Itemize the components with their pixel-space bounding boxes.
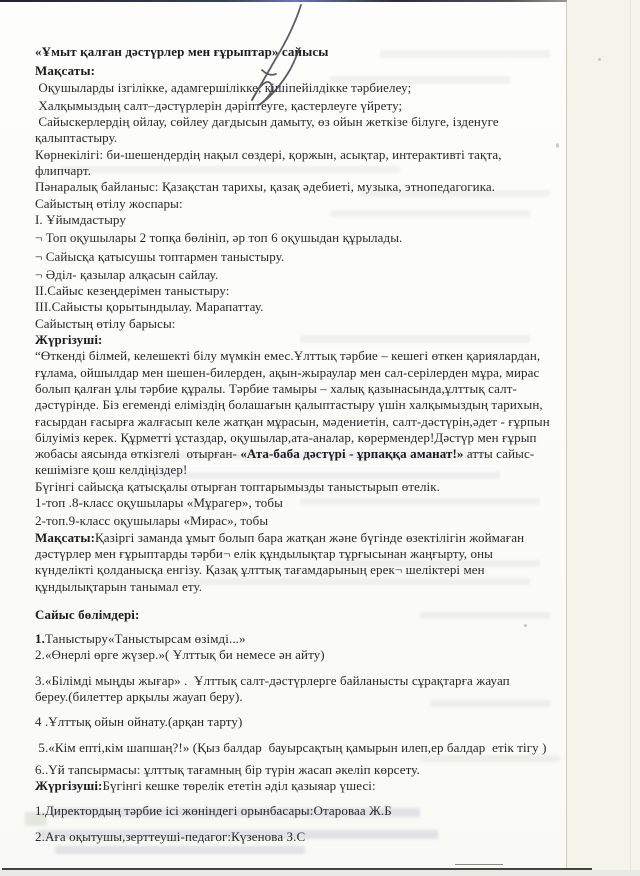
- text-line: [35, 762, 566, 778]
- scan-edge-top: [0, 0, 567, 2]
- text-line: [35, 267, 566, 283]
- scan-right-margin: [566, 0, 640, 876]
- text-segment: 1.Директордың тәрбие ісі жөніндегі орынбасары:Отароваа Ж.Б: [35, 803, 392, 819]
- text-line: [35, 803, 566, 819]
- text-line: [35, 381, 566, 397]
- text-line: [35, 316, 566, 332]
- text-line: [35, 299, 566, 315]
- text-segment: Сайыстың өтілу жоспары:: [35, 195, 183, 211]
- document-text: [0, 44, 566, 845]
- text-segment-bold: Жүргізуші:: [35, 778, 103, 794]
- text-line: [35, 397, 566, 413]
- text-segment-bold: Жүргізуші:: [35, 332, 103, 348]
- text-line: [35, 579, 566, 595]
- text-segment-bold: Мақсаты:: [35, 63, 96, 79]
- text-segment: Таныстыру«Таныстырсам өзімді...»: [44, 631, 246, 647]
- text-segment-bold: 1.: [35, 631, 45, 647]
- text-segment: флипчарт.: [35, 163, 91, 179]
- text-line: [35, 689, 566, 705]
- text-line: [35, 714, 566, 730]
- text-segment: Бүгінгі сайысқа қатысқалы отырған топтарымызды таныстырып өтелік.: [35, 478, 441, 494]
- text-line: [35, 230, 566, 246]
- text-segment: Оқушыларды ізгілікке, адамгершілікке, кішіпейілдікке тәрбиелеу;: [35, 79, 412, 95]
- text-line: [35, 829, 566, 845]
- text-line: [35, 196, 566, 212]
- text-line: [35, 179, 566, 195]
- text-line: [35, 607, 566, 623]
- text-line: [35, 414, 566, 430]
- text-line: [35, 430, 566, 446]
- text-segment: болып қалған ұлы тәрбие құралы. Тәрбие тамыры – халық қазынасында,ұлттық салт-: [35, 380, 517, 396]
- text-line: [35, 740, 566, 756]
- text-segment: береу.(билеттер арқылы жауап беру).: [35, 688, 243, 704]
- text-line: [35, 546, 566, 562]
- text-segment: 4 .Ұлттық ойын ойнату.(арқан тарту): [35, 714, 243, 730]
- text-segment: Пәнаралық байланыс: Қазақстан тарихы, қазақ әдебиеті, музыка, этнопедагогика.: [35, 179, 496, 195]
- text-segment-bold: Сайыс бөлімдері:: [35, 606, 140, 622]
- text-segment: білуіміз керек. Құрметті ұстаздар, оқушылар,ата-аналар, көрермендер!Дәстүр мен ғұрып: [35, 429, 537, 445]
- text-line: [35, 130, 566, 146]
- text-line: [35, 80, 566, 96]
- text-line: [35, 495, 566, 511]
- text-line: [35, 513, 566, 529]
- text-segment: дәстүрінде. Біз егеменді еліміздің болашағын қалыптастыру үшін халқымыздың тарихын,: [35, 397, 543, 413]
- text-segment: 6..Үй тапсырмасы: ұлттық тағамның бір түрін жасап әкеліп көрсету.: [35, 761, 420, 777]
- text-line: [35, 44, 566, 60]
- text-line: [35, 673, 566, 689]
- text-segment: ғұлама, ойшылдар мен шешен-билерден, ақын-жыраулар мен сал-серілерден мұра, мирас: [35, 364, 540, 380]
- text-segment: 2-топ.9-класс оқушылары «Мирас», тобы: [35, 513, 269, 529]
- text-line: [35, 63, 566, 79]
- text-line: [35, 446, 566, 462]
- text-segment: Халқымыздың салт–дәстүрлерін дәріптеуге, қастерлеуге үйрету;: [35, 97, 403, 113]
- text-segment: кешімізге қош келдіңіздер!: [35, 462, 188, 478]
- text-segment: ¬ Әділ- қазылар алқасын сайлау.: [35, 266, 219, 282]
- text-segment-bold: Мақсаты:: [35, 529, 96, 545]
- text-segment: III.Сайысты қорытындылау. Марапаттау.: [35, 299, 264, 315]
- scan-speck: [598, 58, 601, 61]
- text-line: [35, 778, 566, 794]
- text-segment: ғасырдан ғасырға жалғасып келе жатқан мұрасын, мәдениетін, салт-дәстүрін,әдет - ғұрпын: [35, 413, 550, 429]
- text-segment: құндылықтарын танымал ету.: [35, 578, 203, 594]
- text-line: [35, 212, 566, 228]
- text-segment: II.Сайыс кезеңдерімен таныстыру:: [35, 283, 230, 299]
- text-line: [35, 98, 566, 114]
- scan-edge-bottom-dash: [455, 864, 503, 865]
- text-segment: “Өткенді білмей, келешекті білу мүмкін емес.Ұлттық тәрбие – кешегі өткен қариялардан,: [35, 348, 541, 364]
- text-segment: 3.«Білімді мыңды жығар» . Ұлттық салт-дәстүрлерге байланысты сұрақтарға жауап: [35, 672, 510, 688]
- text-line: [35, 348, 566, 364]
- text-segment: ¬ Топ оқушылары 2 топқа бөлініп, әр топ 6 оқушыдан құрылады.: [35, 230, 403, 246]
- text-segment: Қазіргі заманда ұмыт болып бара жатқан және бүгінде өзектілігін жоймаған: [95, 529, 525, 545]
- text-line: [35, 163, 566, 179]
- text-segment: 2.«Өнерлі өрге жүзер.»( Ұлттық би немесе ән айту): [35, 647, 325, 663]
- text-segment: 5.«Кім епті,кім шапшаң?!» (Қыз балдар бауырсақтың қамырын илеп,ер балдар етік тігу ): [35, 739, 547, 755]
- text-segment: жобасы аясында өткізгелі отырған-: [35, 446, 241, 462]
- text-segment: I. Ұйымдастыру: [35, 211, 126, 227]
- text-segment-bold: «Ұмыт қалған дәстүрлер мен ғұрыптар» сайысы: [35, 44, 329, 59]
- text-line: [35, 249, 566, 265]
- text-segment: күнделікті қолданысқа енгізу. Қазақ ұлттық тағамдарының ерек¬ шеліктері мен: [35, 562, 485, 578]
- text-segment: 1-топ .8-класс оқушылары «Мұрагер», тобы: [35, 495, 283, 511]
- text-line: [35, 114, 566, 130]
- text-segment: қалыптастыру.: [35, 130, 118, 146]
- text-line: [35, 479, 566, 495]
- text-line: [35, 631, 566, 647]
- text-segment-bold: «Ата-баба дәстүрі - ұрпаққа аманат!»: [240, 446, 464, 462]
- text-segment: 2.Аға оқытушы,зерттеуші-педагог:Күзенова З.С: [35, 828, 306, 844]
- text-segment: Бүгінгі кешке төрелік ететін әділ қазыяар үшесі:: [102, 778, 376, 794]
- text-line: [35, 332, 566, 348]
- text-segment: ¬ Сайысқа қатысушы топтармен таныстыру.: [35, 248, 285, 264]
- scanner-bed-strip: [0, 870, 640, 876]
- text-line: [35, 562, 566, 578]
- text-line: [35, 283, 566, 299]
- text-segment: атты сайыс-: [463, 446, 535, 462]
- text-segment: Көрнекілігі: би-шешендердің нақыл сөздері, қоржын, асықтар, интерактивті тақта,: [35, 146, 502, 162]
- text-line: [35, 647, 566, 663]
- text-segment: Сайыскерлердің ойлау, сөйлеу дағдысын дамыту, өз ойын жеткізе білуге, ізденуге: [35, 114, 499, 130]
- text-line: [35, 147, 566, 163]
- text-line: [35, 462, 566, 478]
- paper-edge-line: [630, 0, 631, 876]
- text-segment: Сайыстың өтілу барысы:: [35, 315, 176, 331]
- text-line: [35, 530, 566, 546]
- bleed-through-smudge: [55, 846, 305, 854]
- text-segment: дәстүрлер мен ғұрыптарды тәрби¬ елік құндылықтар тұрғысынан жаңғырту, оны: [35, 545, 493, 561]
- text-line: [35, 365, 566, 381]
